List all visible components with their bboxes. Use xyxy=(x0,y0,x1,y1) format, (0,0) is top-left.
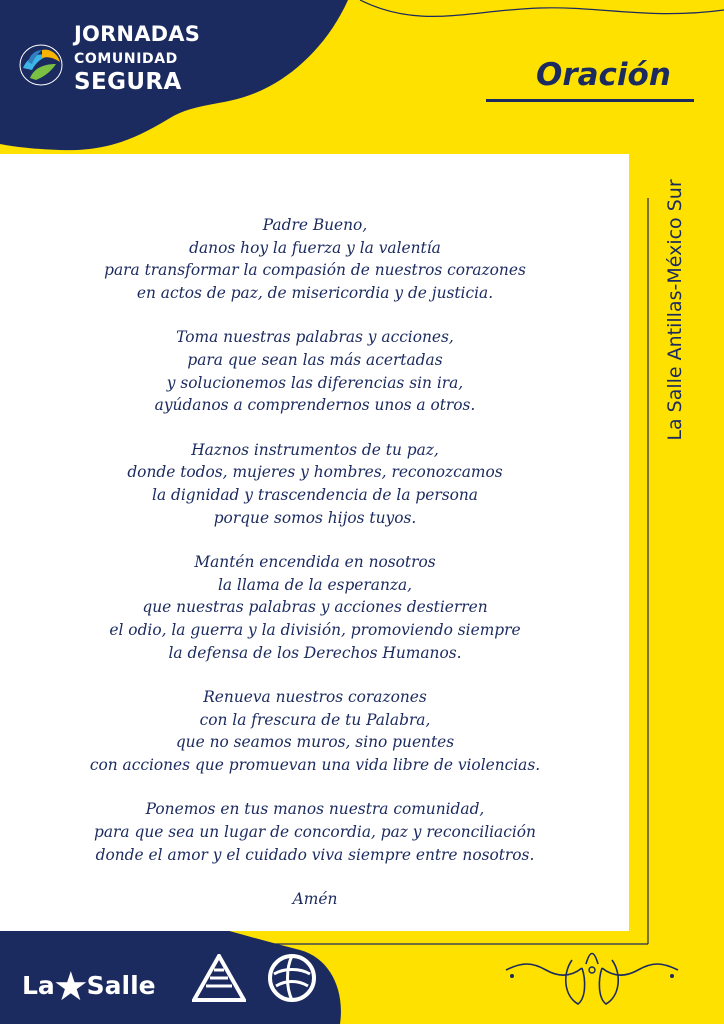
prayer-line: Mantén encendida en nosotros xyxy=(194,553,436,572)
stanza-3 xyxy=(16,439,614,529)
stanza-1 xyxy=(16,214,614,304)
footer-logos xyxy=(0,930,340,1024)
brand-left: La xyxy=(22,971,55,1000)
prayer-line: Renueva nuestros corazones xyxy=(203,688,427,707)
stanza-5 xyxy=(16,686,614,776)
prayer-line: en actos de paz, de misericordia y de justicia. xyxy=(136,283,494,302)
prayer-line: que nuestras palabras y acciones destierren xyxy=(142,598,488,617)
prayer-line: danos hoy la fuerza y la valentía xyxy=(189,238,441,257)
logo-line2: COMUNIDAD xyxy=(74,51,178,67)
prayer-line: para que sea un lugar de concordia, paz y reconciliación xyxy=(94,823,536,842)
logo-line1: JORNADAS xyxy=(74,22,201,46)
prayer-closing: Amén xyxy=(292,890,338,909)
prayer-line: donde el amor y el cuidado viva siempre entre nosotros. xyxy=(95,845,535,864)
page-title: Oración xyxy=(536,57,671,93)
prayer-line: Toma nuestras palabras y acciones, xyxy=(176,328,454,347)
lasalle-logo xyxy=(22,964,156,1010)
prayer-line: donde todos, mujeres y hombres, reconozcamos xyxy=(127,463,503,482)
prayer-line: que no seamos muros, sino puentes xyxy=(175,733,455,752)
title-underline xyxy=(486,99,694,102)
prayer-line: la defensa de los Derechos Humanos. xyxy=(168,643,462,662)
prayer-line: con la frescura de tu Palabra, xyxy=(199,710,431,729)
prayer-line: para transformar la compasión de nuestros corazones xyxy=(104,261,526,280)
prayer-line: con acciones que promuevan una vida libre de violencias. xyxy=(89,755,541,774)
prayer-line: porque somos hijos tuyos. xyxy=(213,508,417,527)
prayer-line: para que sean las más acertadas xyxy=(187,350,443,369)
prayer-line: y solucionemos las diferencias sin ira, xyxy=(166,373,464,392)
prayer-line: Ponemos en tus manos nuestra comunidad, xyxy=(145,800,485,819)
jornadas-logo xyxy=(14,22,204,102)
logo-line3: SEGURA xyxy=(74,69,182,95)
prayer-line: el odio, la guerra y la división, promoviendo siempre xyxy=(109,620,521,639)
stanza-6 xyxy=(16,798,614,866)
triangle-mark-icon xyxy=(192,954,246,1002)
prayer-line: Padre Bueno, xyxy=(262,216,368,234)
prayer-text xyxy=(16,214,614,911)
prayer-line: la llama de la esperanza, xyxy=(217,575,413,594)
prayer-line: la dignidad y trascendencia de la persona xyxy=(152,485,478,504)
ball-mark-icon xyxy=(266,952,318,1004)
prayer-line: ayúdanos a comprendernos unos a otros. xyxy=(154,396,476,415)
hands-emblem-icon xyxy=(18,42,64,88)
stanza-2 xyxy=(16,326,614,416)
brand-right: Salle xyxy=(86,971,156,1000)
side-text: La Salle Antillas-México Sur xyxy=(664,179,686,441)
prayer-line: Haznos instrumentos de tu paz, xyxy=(191,440,439,459)
ornament-icon xyxy=(502,940,682,1012)
stanza-4 xyxy=(16,551,614,664)
star-icon: ★ xyxy=(52,964,89,1010)
